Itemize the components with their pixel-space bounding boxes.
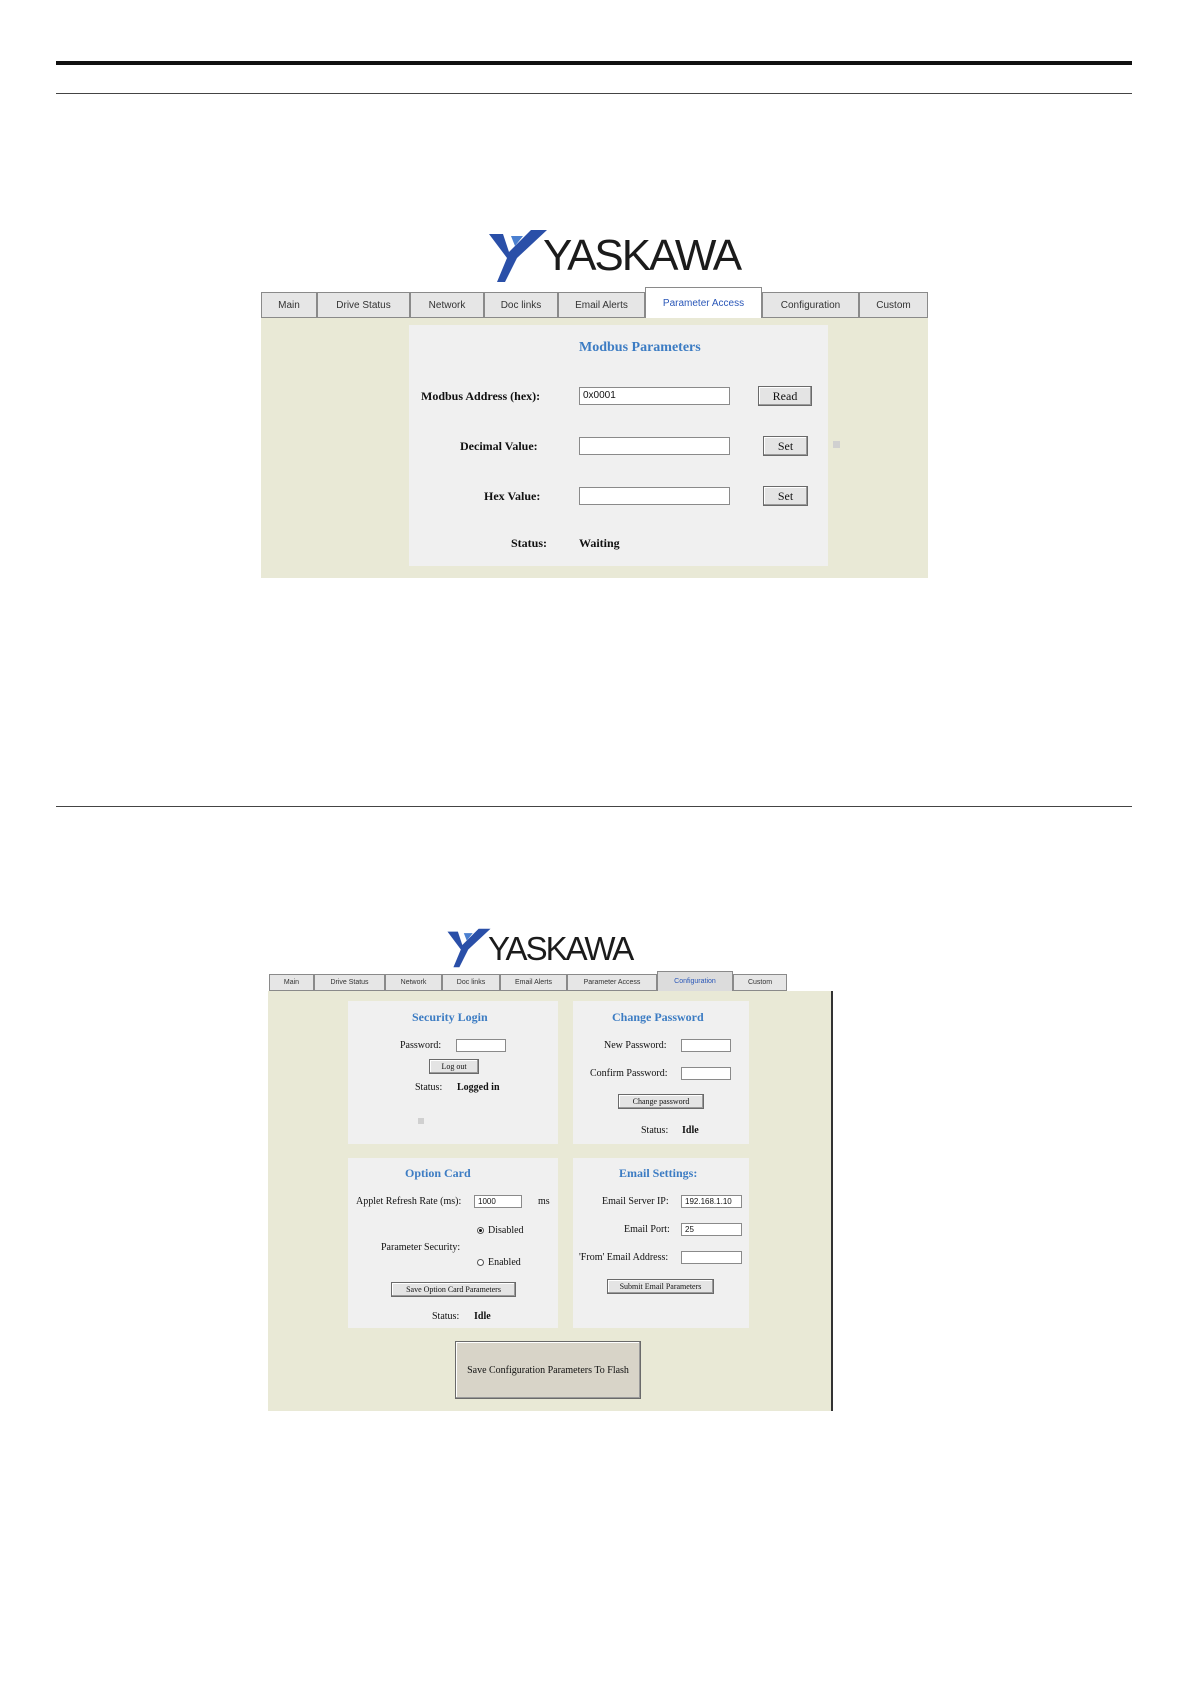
change-password-title: Change Password	[612, 1010, 704, 1024]
from-email-label: 'From' Email Address:	[579, 1252, 669, 1263]
tab-doc-links-2[interactable]: Doc links	[442, 974, 500, 991]
tab-email-alerts[interactable]: Email Alerts	[558, 292, 645, 318]
confirm-password-label: Confirm Password:	[590, 1068, 668, 1079]
read-button[interactable]: Read	[758, 386, 812, 406]
security-enabled-label: Enabled	[488, 1257, 521, 1268]
email-server-label: Email Server IP:	[602, 1196, 669, 1207]
new-password-label: New Password:	[604, 1040, 667, 1051]
security-disabled-radio[interactable]	[477, 1227, 484, 1234]
header-rule-thin	[56, 93, 1132, 94]
change-password-status-label: Status:	[641, 1125, 669, 1136]
logo-text-2: YASKAWA	[488, 929, 633, 967]
tab-drive-status-2[interactable]: Drive Status	[314, 974, 385, 991]
from-email-input[interactable]	[681, 1251, 742, 1264]
decimal-value-input[interactable]	[579, 437, 730, 455]
email-server-input[interactable]: 192.168.1.10	[681, 1195, 742, 1208]
change-password-status-value: Idle	[682, 1125, 699, 1136]
tab-configuration[interactable]: Configuration	[762, 292, 859, 318]
option-card-status-label: Status:	[432, 1311, 460, 1322]
hex-value-input[interactable]	[579, 487, 730, 505]
email-port-label: Email Port:	[624, 1224, 670, 1235]
refresh-rate-input[interactable]: 1000	[474, 1195, 522, 1208]
indicator-square-2	[418, 1118, 424, 1124]
security-enabled-radio[interactable]	[477, 1259, 484, 1266]
parameter-security-label: Parameter Security:	[381, 1242, 461, 1253]
option-card-title: Option Card	[405, 1166, 471, 1180]
email-settings-panel	[573, 1158, 749, 1328]
tab-custom-2[interactable]: Custom	[733, 974, 787, 991]
modbus-address-label: Modbus Address (hex):	[421, 389, 541, 403]
tab-email-alerts-2[interactable]: Email Alerts	[500, 974, 567, 991]
tab-drive-status[interactable]: Drive Status	[317, 292, 410, 318]
logout-button[interactable]: Log out	[429, 1059, 479, 1074]
tab-custom[interactable]: Custom	[859, 292, 928, 318]
hex-value-label: Hex Value:	[484, 489, 541, 503]
section-rule	[56, 806, 1132, 807]
tab-doc-links[interactable]: Doc links	[484, 292, 558, 318]
submit-email-button[interactable]: Submit Email Parameters	[607, 1279, 714, 1294]
security-login-title: Security Login	[412, 1010, 488, 1024]
tab-main-2[interactable]: Main	[269, 974, 314, 991]
frame-edge	[831, 991, 833, 1411]
password-label: Password:	[400, 1040, 442, 1051]
tab-parameter-access[interactable]: Parameter Access	[645, 287, 762, 318]
tab-parameter-access-2[interactable]: Parameter Access	[567, 974, 657, 991]
set-decimal-button[interactable]: Set	[763, 436, 808, 456]
tab-network[interactable]: Network	[410, 292, 484, 318]
status-label: Status:	[511, 536, 548, 550]
refresh-rate-label: Applet Refresh Rate (ms):	[356, 1196, 462, 1207]
email-port-input[interactable]: 25	[681, 1223, 742, 1236]
login-status-value: Logged in	[457, 1082, 500, 1093]
new-password-input[interactable]	[681, 1039, 731, 1052]
header-rule-thick	[56, 61, 1132, 65]
tab-configuration-2[interactable]: Configuration	[657, 971, 733, 991]
panel-title: Modbus Parameters	[579, 340, 701, 355]
modbus-address-input[interactable]: 0x0001	[579, 387, 730, 405]
change-password-button[interactable]: Change password	[618, 1094, 704, 1109]
logo-text: YASKAWA	[543, 231, 741, 280]
save-option-card-button[interactable]: Save Option Card Parameters	[391, 1282, 516, 1297]
indicator-square	[833, 441, 840, 448]
save-to-flash-button[interactable]: Save Configuration Parameters To Flash	[455, 1341, 641, 1399]
tab-main[interactable]: Main	[261, 292, 317, 318]
security-disabled-label: Disabled	[488, 1225, 524, 1236]
yaskawa-logo-icon	[487, 228, 549, 284]
confirm-password-input[interactable]	[681, 1067, 731, 1080]
decimal-value-label: Decimal Value:	[460, 439, 538, 453]
yaskawa-logo-2	[446, 926, 632, 970]
status-value: Waiting	[579, 536, 620, 550]
tab-bar-2	[269, 971, 787, 991]
option-card-status-value: Idle	[474, 1311, 491, 1322]
tab-network-2[interactable]: Network	[385, 974, 442, 991]
login-status-label: Status:	[415, 1082, 443, 1093]
yaskawa-logo-icon-2	[446, 926, 492, 970]
set-hex-button[interactable]: Set	[763, 486, 808, 506]
refresh-rate-unit: ms	[538, 1196, 550, 1207]
yaskawa-logo	[487, 228, 740, 284]
tab-bar	[261, 287, 928, 318]
email-settings-title: Email Settings:	[619, 1166, 698, 1180]
password-input[interactable]	[456, 1039, 506, 1052]
